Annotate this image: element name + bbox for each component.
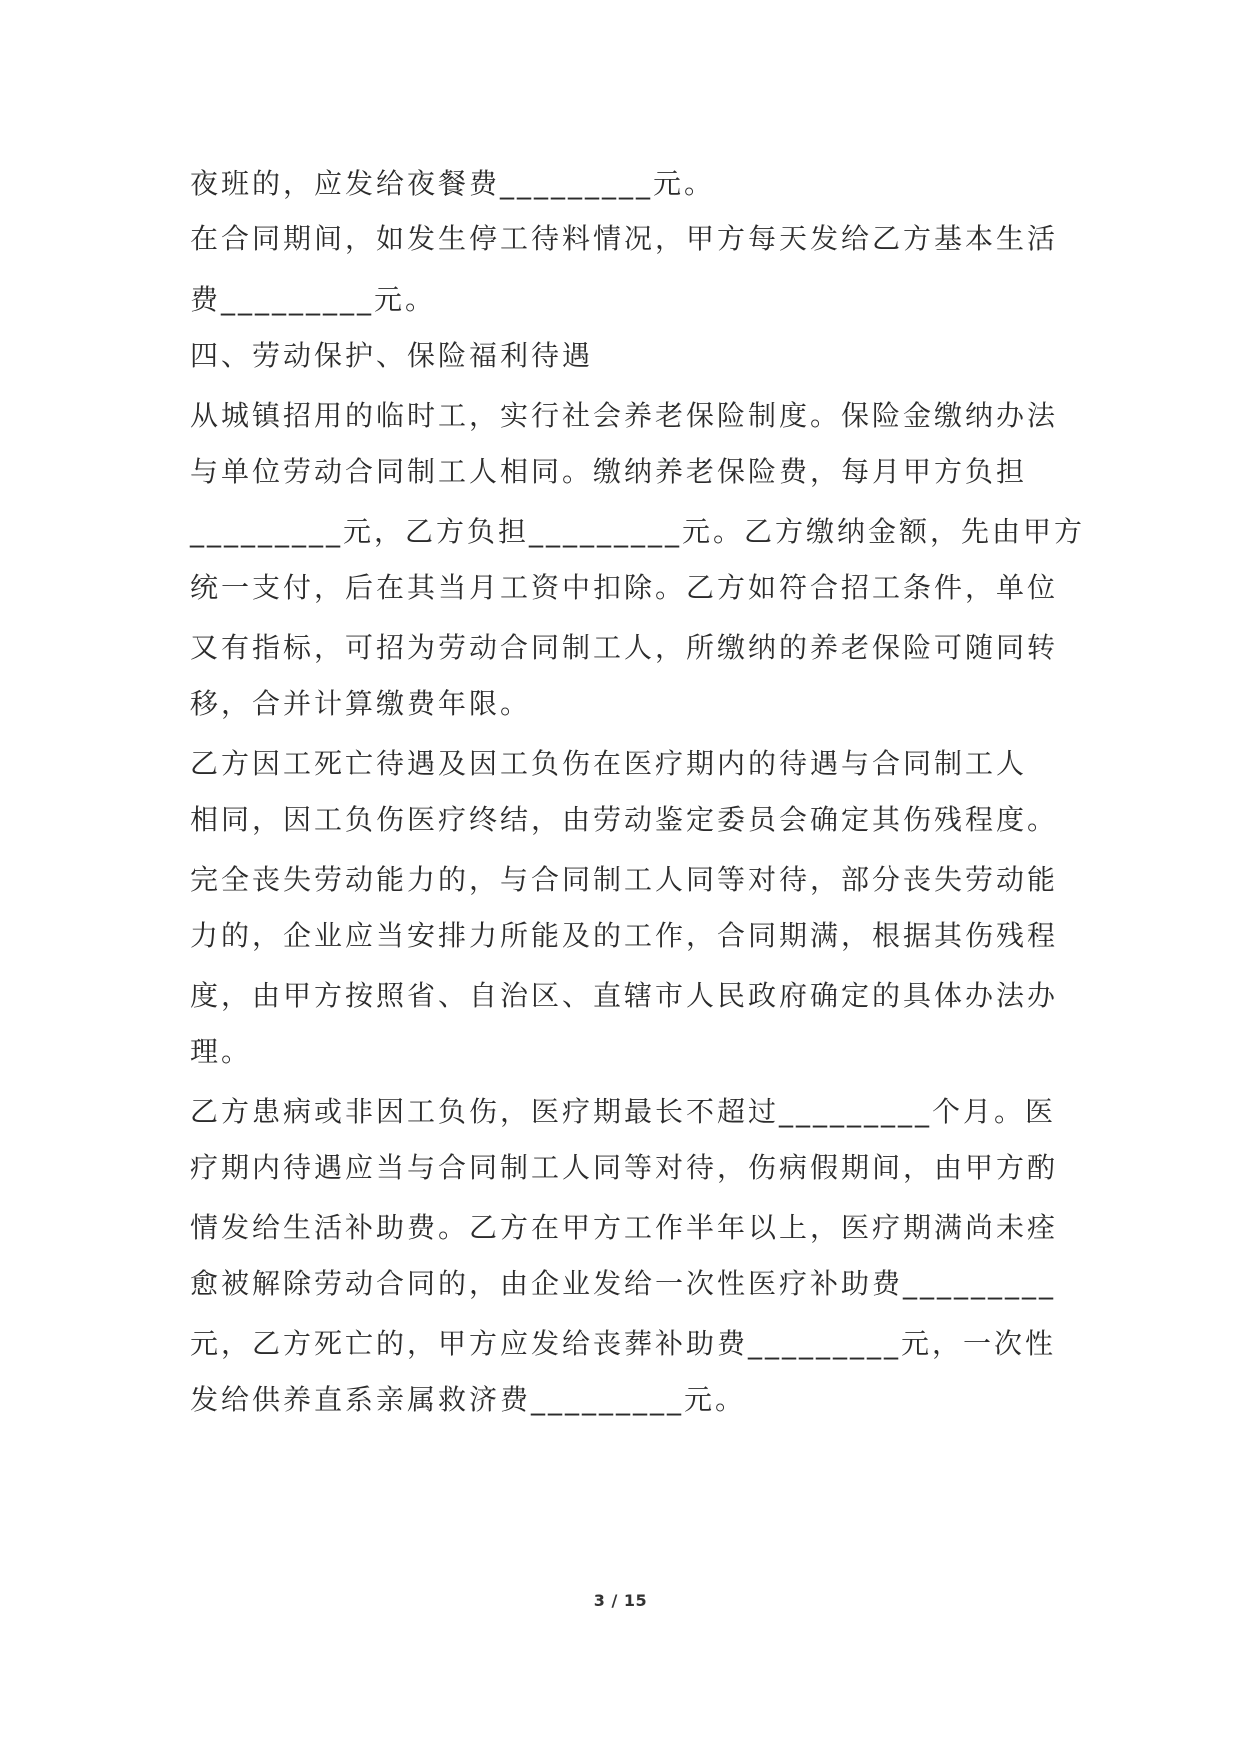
section-heading: 四、劳动保护、保险福利待遇 — [190, 339, 594, 372]
text-line: 在合同期间，如发生停工待料情况，甲方每天发给乙方基本生活 — [190, 222, 1059, 255]
text-line: 情发给生活补助费。乙方在甲方工作半年以上，医疗期满尚未痊 — [190, 1211, 1059, 1244]
text-line: 乙方患病或非因工负伤，医疗期最长不超过_________个月。医 — [190, 1095, 1057, 1128]
text-line: 费_________元。 — [190, 283, 437, 316]
text-line: 愈被解除劳动合同的，由企业发给一次性医疗补助费_________ — [190, 1267, 1057, 1300]
text-line: _________元，乙方负担_________元。乙方缴纳金额，先由甲方 — [190, 515, 1086, 548]
text-line: 移，合并计算缴费年限。 — [190, 687, 532, 720]
text-line: 又有指标，可招为劳动合同制工人，所缴纳的养老保险可随同转 — [190, 631, 1059, 664]
text-line: 从城镇招用的临时工，实行社会养老保险制度。保险金缴纳办法 — [190, 399, 1059, 432]
text-line: 夜班的，应发给夜餐费_________元。 — [190, 167, 716, 200]
text-line: 与单位劳动合同制工人相同。缴纳养老保险费，每月甲方负担 — [190, 455, 1028, 488]
text-line: 力的，企业应当安排力所能及的工作，合同期满，根据其伤残程 — [190, 919, 1059, 952]
text-line: 相同，因工负伤医疗终结，由劳动鉴定委员会确定其伤残程度。 — [190, 803, 1059, 836]
text-line: 统一支付，后在其当月工资中扣除。乙方如符合招工条件，单位 — [190, 571, 1059, 604]
page-number: 3 / 15 — [593, 1591, 648, 1610]
text-line: 疗期内待遇应当与合同制工人同等对待，伤病假期间，由甲方酌 — [190, 1151, 1059, 1184]
text-line: 元，乙方死亡的，甲方应发给丧葬补助费_________元，一次性 — [190, 1327, 1057, 1360]
text-line: 乙方因工死亡待遇及因工负伤在医疗期内的待遇与合同制工人 — [190, 747, 1028, 780]
text-line: 完全丧失劳动能力的，与合同制工人同等对待，部分丧失劳动能 — [190, 863, 1059, 896]
text-line: 理。 — [190, 1035, 253, 1068]
text-line: 发给供养直系亲属救济费_________元。 — [190, 1383, 747, 1416]
text-line: 度，由甲方按照省、自治区、直辖市人民政府确定的具体办法办 — [190, 979, 1059, 1012]
